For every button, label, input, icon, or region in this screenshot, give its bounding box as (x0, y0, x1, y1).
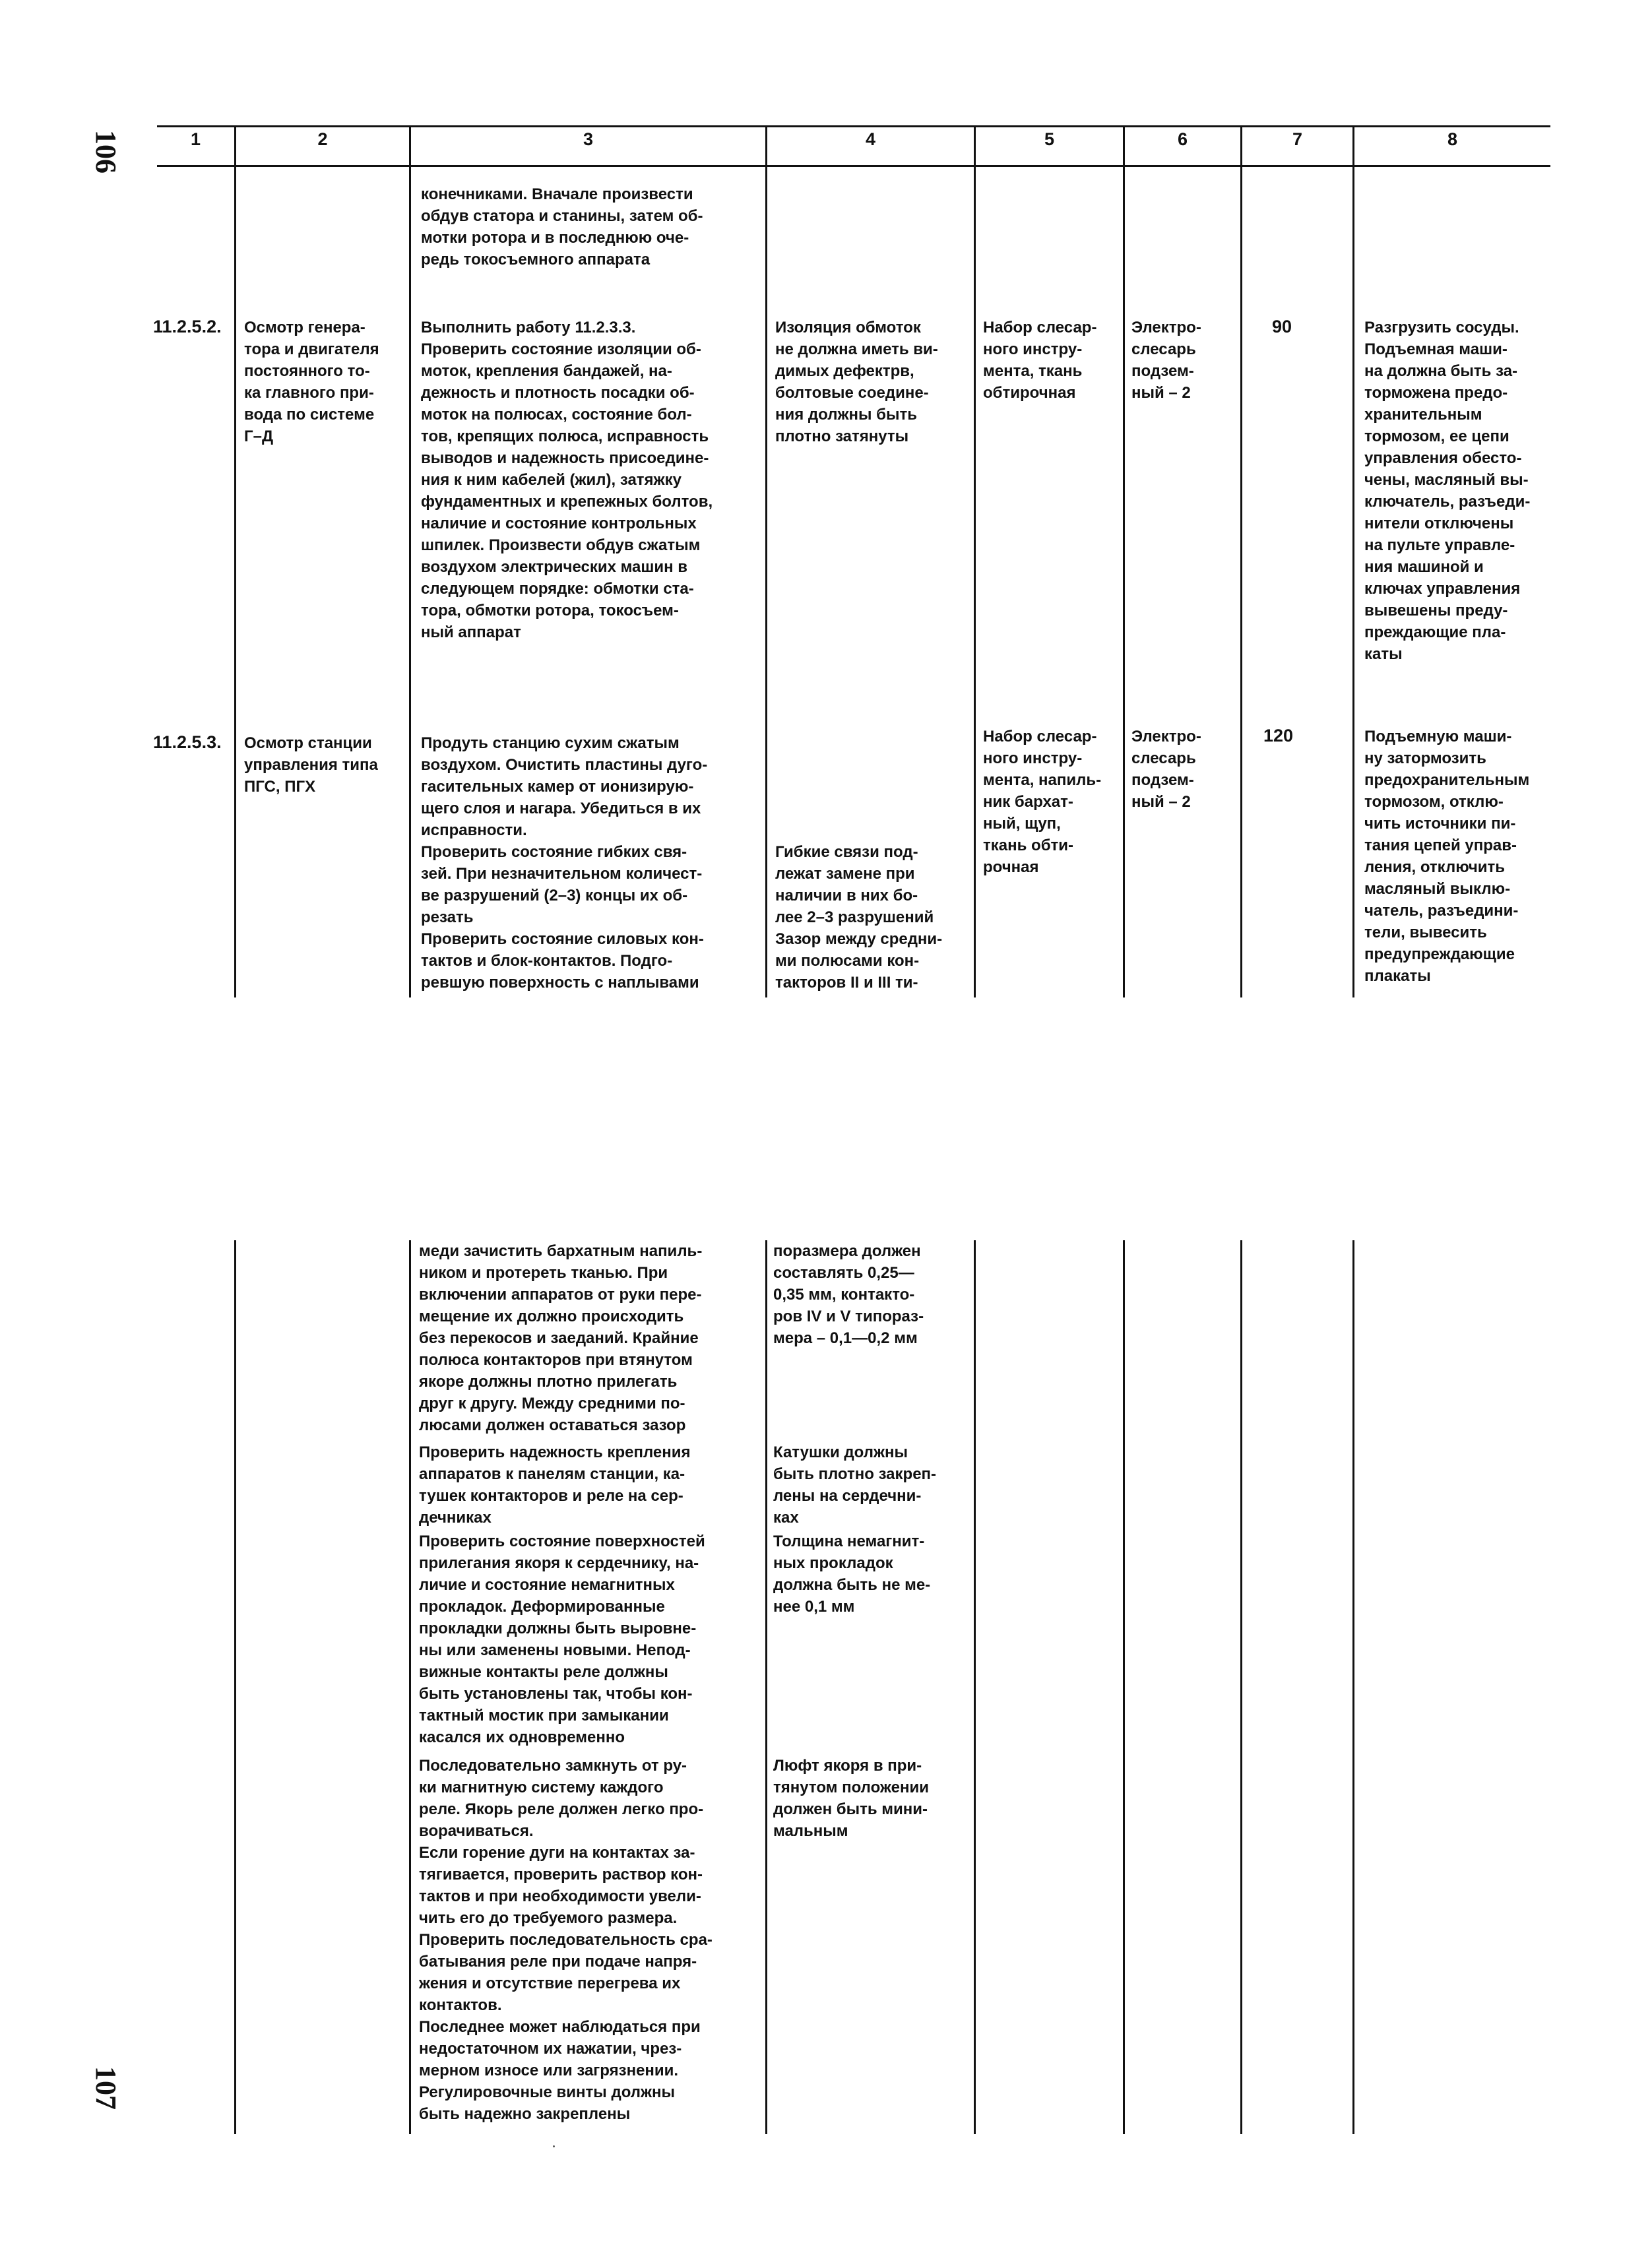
col-divider-4-5 (974, 125, 976, 997)
row-1-safety: Разгрузить сосуды. Подъемная маши- на должна быть за- торможена предо- хранительным тормозом, ее цепи управления обесто- чены, масляный вы- ключатель, разъеди- нители отключены на пульте управле- ния машиной и ключах управления вывешены преду- преждающие пла- каты (1364, 319, 1531, 663)
row-1-performer: Электро- слесарь подзем- ный – 2 (1131, 319, 1201, 402)
header-col-8: 8 (1447, 129, 1458, 149)
row-2-performer: Электро- слесарь подзем- ный – 2 (1131, 728, 1201, 811)
row-1-tools: Набор слесар- ного инстру- мента, ткань обтирочная (983, 319, 1097, 402)
stray-mark (553, 2145, 555, 2147)
row-2-name: Осмотр станции управления типа ПГС, ПГХ (244, 734, 378, 796)
lower-col-divider-5-6 (1123, 1240, 1125, 2134)
lower-col-divider-6-7 (1240, 1240, 1242, 2134)
col-divider-7-8 (1352, 125, 1354, 997)
row-2-work: Продуть станцию сухим сжатым воздухом. Очистить пластины дуго- гасительных камер от ионизирую- щего слоя и нагара. Убедиться в их исправности. Проверить состояние гибких свя- зей. При незначительном количест- ве разрушений (2–3) концы их об- резать Проверить состояние силовых кон- тактов и блок-контактов. Подго- ревшую поверхность с наплывами (421, 734, 708, 992)
cont-work-2: Проверить надежность крепления аппаратов к панелям станции, ка- тушек контакторов и реле на сер- дечниках (419, 1443, 691, 1527)
header-col-3: 3 (583, 129, 594, 149)
continuation-top-work: конечниками. Вначале произвести обдув статора и станины, затем об- мотки ротора и в последнюю оче- редь токосъемного аппарата (421, 185, 703, 269)
header-col-7: 7 (1292, 129, 1303, 149)
header-col-1: 1 (190, 129, 201, 149)
row-1-work: Выполнить работу 11.2.3.3. Проверить состояние изоляции об- моток, крепления бандажей, на- дежность и плотность посадки об- моток на полюсах, состояние бол- тов, крепящих полюса, исправность выводов и надежность присоедине- ния к ним кабелей (жил), затяжку фундаментных и крепежных болтов, наличие и состояние контрольных шпилек. Произвести обдув сжатым воздухом электрических машин в следующем порядке: обмотки ста- тора, обмотки ротора, токосъем- ный аппарат (421, 319, 713, 641)
row-1-requirements: Изоляция обмоток не должна иметь ви- димых дефектрв, болтовые соедине- ния должны быть плотно затянуты (775, 319, 938, 445)
header-bottom-rule (157, 165, 1550, 167)
col-divider-2-3 (409, 125, 411, 997)
lower-col-divider-4-5 (974, 1240, 976, 2134)
lower-col-divider-2-3 (409, 1240, 411, 2134)
page-number-top: 106 (90, 130, 122, 174)
cont-req-4: Люфт якоря в при- тянутом положении должен быть мини- мальным (773, 1757, 929, 1840)
row-2-requirements: Гибкие связи под- лежат замене при наличии в них бо- лее 2–3 разрушений Зазор между средни- ми полюсами кон- такторов II и III ти- (775, 843, 943, 992)
row-2-tools: Набор слесар- ного инстру- мента, напиль- ник бархат- ный, щуп, ткань обти- рочная (983, 728, 1102, 876)
cont-work-4: Последовательно замкнуть от ру- ки магнитную систему каждого реле. Якорь реле должен легко про- ворачиваться. Если горение дуги на контактах за- тягивается, проверить раствор кон- тактов и при необходимости увели- чить его до требуемого размера. Проверить последовательность сра- батывания реле при подаче напря- жения и отсутствие перегрева их контактов. Последнее может наблюдаться при недостаточном их нажатии, чрез- мерном износе или загрязнении. Регулировочные винты должны быть надежно закреплены (419, 1757, 713, 2123)
header-col-6: 6 (1177, 129, 1188, 149)
lower-col-divider-7-8 (1352, 1240, 1354, 2134)
col-divider-5-6 (1123, 125, 1125, 997)
cont-req-3: Толщина немагнит- ных прокладок должна быть не ме- нее 0,1 мм (773, 1533, 931, 1616)
row-2-safety: Подъемную маши- ну затормозить предохранительным тормозом, отклю- чить источники пи- тания цепей управ- ления, отключить масляный выклю- чатель, разъедини- тели, вывесить предупреждающие плакаты (1364, 728, 1530, 985)
col-divider-1-2 (234, 125, 236, 997)
header-top-rule (157, 125, 1550, 127)
page-number-bottom: 107 (90, 2066, 122, 2110)
header-col-5: 5 (1044, 129, 1055, 149)
header-col-2: 2 (317, 129, 328, 149)
col-divider-3-4 (765, 125, 767, 997)
lower-col-divider-1-2 (234, 1240, 236, 2134)
col-divider-6-7 (1240, 125, 1242, 997)
row-2-code: 11.2.5.3. (153, 732, 222, 752)
lower-col-divider-3-4 (765, 1240, 767, 2134)
row-1-time: 90 (1272, 317, 1292, 336)
cont-req-2: Катушки должны быть плотно закреп- лены на сердечни- ках (773, 1443, 937, 1527)
row-1-code: 11.2.5.2. (153, 317, 222, 336)
row-2-time: 120 (1263, 726, 1294, 745)
cont-req-1: поразмера должен составлять 0,25— 0,35 мм, контакто- ров IV и V типораз- мера – 0,1—0,2 мм (773, 1242, 924, 1347)
row-1-name: Осмотр генера- тора и двигателя постоянного то- ка главного при- вода по системе Г–Д (244, 319, 379, 445)
header-col-4: 4 (865, 129, 876, 149)
cont-work-3: Проверить состояние поверхностей прилегания якоря к сердечнику, на- личие и состояние немагнитных прокладок. Деформированные прокладки должны быть выровне- ны или заменены новыми. Непод- вижные контакты реле должны быть установлены так, чтобы кон- тактный мостик при замыкании касался их одновременно (419, 1533, 705, 1746)
cont-work-1: меди зачистить бархатным напиль- ником и протереть тканью. При включении аппаратов от руки пере- мещение их должно происходить без перекосов и заеданий. Крайние полюса контакторов при втянутом якоре должны плотно прилегать друг к другу. Между средними по- люсами должен оставаться зазор (419, 1242, 703, 1434)
